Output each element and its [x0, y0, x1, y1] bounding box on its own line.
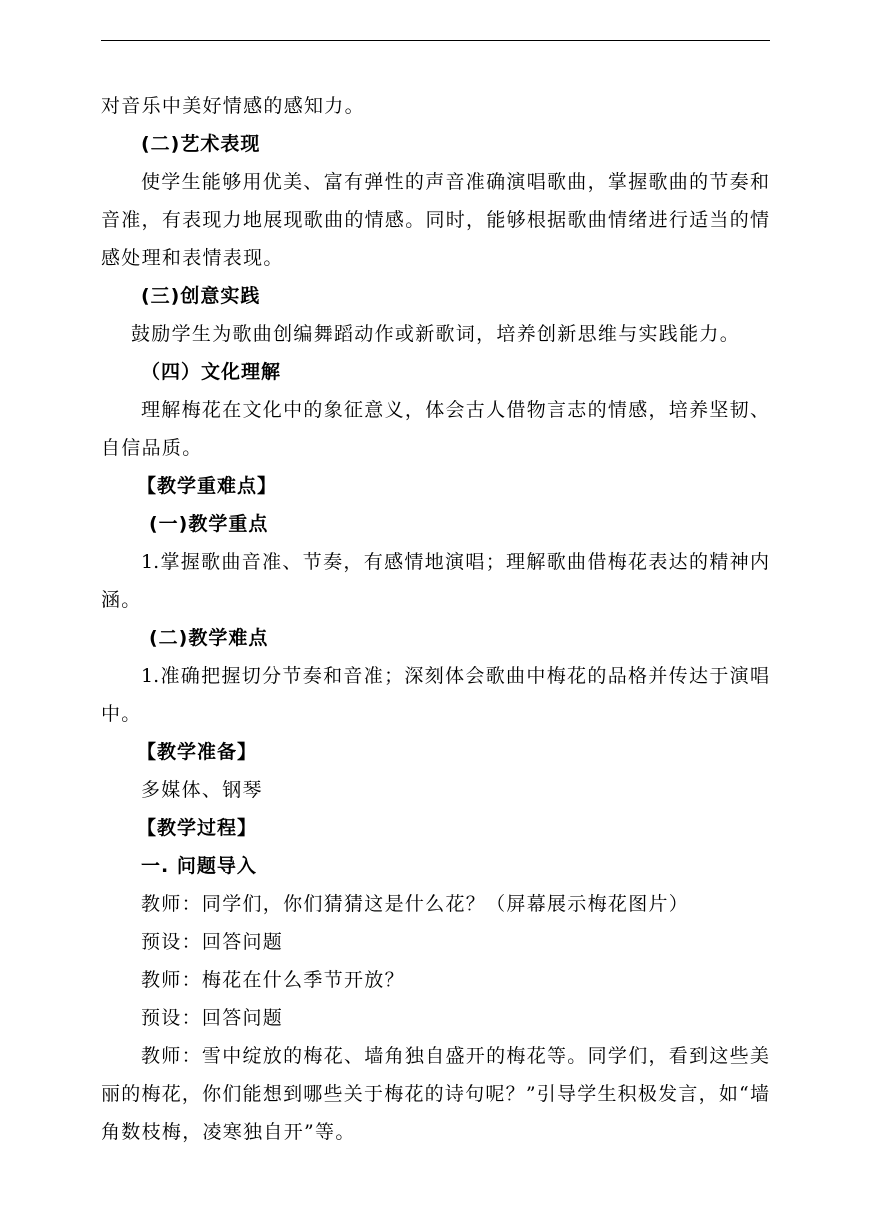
paragraph-line: 音准，有表现力地展现歌曲的情感。同时，能够根据歌曲情绪进行适当的情 — [101, 209, 769, 231]
paragraph-line: 预设：回答问题 — [141, 1007, 284, 1029]
paragraph-line: 角数枝梅，凌寒独自开”等。 — [101, 1121, 356, 1143]
paragraph-line: 1.准确把握切分节奏和音准；深刻体会歌曲中梅花的品格并传达于演唱 — [141, 665, 769, 687]
section-heading-key-difficult-points: 【教学重难点】 — [137, 475, 278, 497]
paragraph-line: 理解梅花在文化中的象征意义，体会古人借物言志的情感，培养坚韧、 — [141, 399, 769, 421]
header-rule — [101, 40, 770, 41]
paragraph-line: 教师：梅花在什么季节开放？ — [141, 969, 405, 991]
paragraph-line: 感处理和表情表现。 — [101, 247, 284, 269]
paragraph-line: 对音乐中美好情感的感知力。 — [101, 95, 365, 117]
section-heading-teaching-preparation: 【教学准备】 — [137, 741, 258, 763]
paragraph-line: 中。 — [101, 703, 142, 725]
paragraph-line: 教师：同学们，你们猜猜这是什么花？（屏幕展示梅花图片） — [141, 893, 690, 915]
paragraph-line: 鼓励学生为歌曲创编舞蹈动作或新歌词，培养创新思维与实践能力。 — [131, 323, 741, 345]
paragraph-line: 丽的梅花，你们能想到哪些关于梅花的诗句呢？”引导学生积极发言，如“墙 — [101, 1083, 769, 1105]
paragraph-line: 使学生能够用优美、富有弹性的声音准确演唱歌曲，掌握歌曲的节奏和 — [141, 171, 769, 193]
paragraph-line: 多媒体、钢琴 — [141, 779, 263, 801]
subsection-heading-teaching-difficulty: (二)教学难点 — [149, 627, 269, 649]
paragraph-line: 教师：雪中绽放的梅花、墙角独自盛开的梅花等。同学们，看到这些美 — [141, 1045, 769, 1067]
paragraph-line: 自信品质。 — [101, 437, 203, 459]
paragraph-line: 涵。 — [101, 589, 142, 611]
paragraph-line: 预设：回答问题 — [141, 931, 284, 953]
subsection-heading-cultural-understanding: （四）文化理解 — [141, 361, 282, 383]
section-heading-teaching-process: 【教学过程】 — [137, 817, 258, 839]
subsection-heading-teaching-focus: (一)教学重点 — [149, 513, 269, 535]
subsection-heading-question-introduction: 一. 问题导入 — [141, 855, 257, 877]
paragraph-line: 1.掌握歌曲音准、节奏，有感情地演唱；理解歌曲借梅花表达的精神内 — [141, 551, 769, 573]
subsection-heading-creative-practice: (三)创意实践 — [141, 285, 261, 307]
subsection-heading-artistic-expression: (二)艺术表现 — [141, 133, 261, 155]
